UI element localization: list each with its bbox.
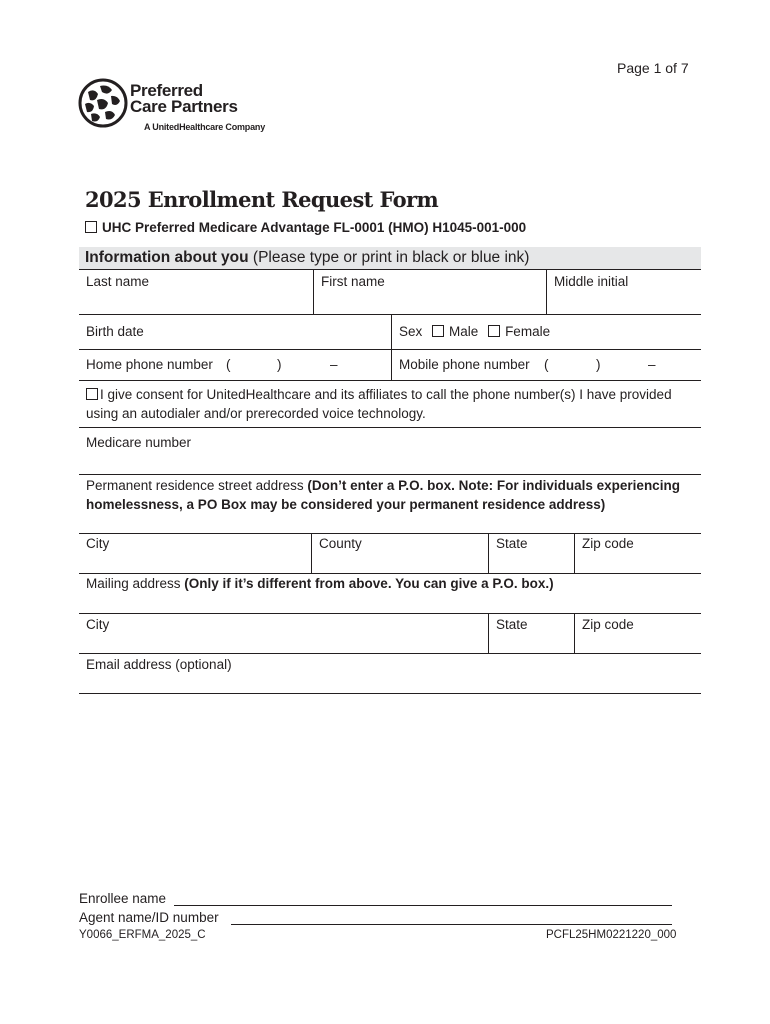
male-checkbox[interactable]: [432, 325, 444, 337]
mobile-phone-close-paren: ): [596, 357, 601, 372]
mobile-phone-open-paren: (: [544, 357, 549, 372]
plan-option[interactable]: [85, 220, 526, 235]
form-code-left: Y0066_ERFMA_2025_C: [79, 929, 206, 941]
home-phone-dash: –: [330, 357, 338, 372]
enrollee-name-line[interactable]: [174, 905, 672, 906]
page-number: Page 1 of 7: [617, 60, 689, 76]
form-code-right: PCFL25HM0221220_000: [546, 929, 677, 941]
mailing-zip-code-field[interactable]: Zip code: [582, 617, 634, 632]
zip-code-field[interactable]: Zip code: [582, 536, 634, 551]
sex-label: Sex: [399, 324, 423, 339]
logo-subtitle: A UnitedHealthcare Company: [144, 122, 265, 132]
mobile-phone-field[interactable]: Mobile phone number: [399, 357, 530, 372]
address-label: Permanent residence street address: [86, 478, 308, 493]
section-title: Information about you: [85, 249, 249, 266]
company-logo: [78, 78, 288, 134]
logo-wordmark: [130, 83, 238, 115]
mailing-note: (Only if it’s different from above. You can give a P.O. box.): [184, 576, 554, 591]
plan-checkbox[interactable]: [85, 221, 97, 233]
female-label: Female: [505, 324, 551, 339]
county-field[interactable]: County: [319, 536, 362, 551]
home-phone-close-paren: ): [277, 357, 282, 372]
male-label: Male: [449, 324, 479, 339]
medicare-number-field[interactable]: Medicare number: [86, 435, 192, 450]
mobile-phone-dash: –: [648, 357, 656, 372]
logo-name-line1: Preferred: [130, 81, 203, 100]
middle-initial-field[interactable]: Middle initial: [554, 274, 629, 289]
female-checkbox[interactable]: [488, 325, 500, 337]
section-instructions: (Please type or print in black or blue ink): [248, 249, 530, 266]
last-name-field[interactable]: Last name: [86, 274, 150, 289]
home-phone-open-paren: (: [226, 357, 231, 372]
logo-name-line2: Care Partners: [130, 97, 238, 116]
plan-option-label: UHC Preferred Medicare Advantage FL-0001 (HMO) H1045-001-000: [102, 220, 527, 235]
email-field[interactable]: Email address (optional): [86, 657, 232, 672]
state-field[interactable]: State: [496, 536, 528, 551]
birth-date-field[interactable]: Birth date: [86, 324, 144, 339]
consent-text-line2: using an autodialer and/or prerecorded voice technology.: [86, 406, 426, 421]
sex-field: [399, 324, 550, 339]
consent-statement: [86, 385, 698, 423]
home-phone-field[interactable]: Home phone number: [86, 357, 213, 372]
mailing-state-field[interactable]: State: [496, 617, 528, 632]
first-name-field[interactable]: First name: [321, 274, 385, 289]
mailing-city-field[interactable]: City: [86, 617, 110, 632]
form-title: 2025 Enrollment Request Form: [85, 187, 439, 212]
enrollee-name-label: Enrollee name: [79, 891, 167, 906]
consent-checkbox[interactable]: [86, 388, 98, 400]
agent-name-line[interactable]: [231, 924, 672, 925]
agent-name-label: Agent name/ID number: [79, 910, 219, 925]
address-note-line1: (Don’t enter a P.O. box. Note: For individuals experiencing: [307, 478, 680, 493]
city-field[interactable]: City: [86, 536, 110, 551]
address-note-line2: homelessness, a PO Box may be considered your permanent residence address): [86, 497, 606, 512]
globe-logo-icon: [78, 78, 128, 128]
mailing-address-field[interactable]: [86, 576, 554, 591]
mailing-label: Mailing address: [86, 576, 185, 591]
permanent-address-field[interactable]: [86, 476, 701, 514]
section-header: [79, 247, 701, 270]
consent-text-line1: I give consent for UnitedHealthcare and its affiliates to call the phone number(s) I have provided: [100, 387, 672, 402]
